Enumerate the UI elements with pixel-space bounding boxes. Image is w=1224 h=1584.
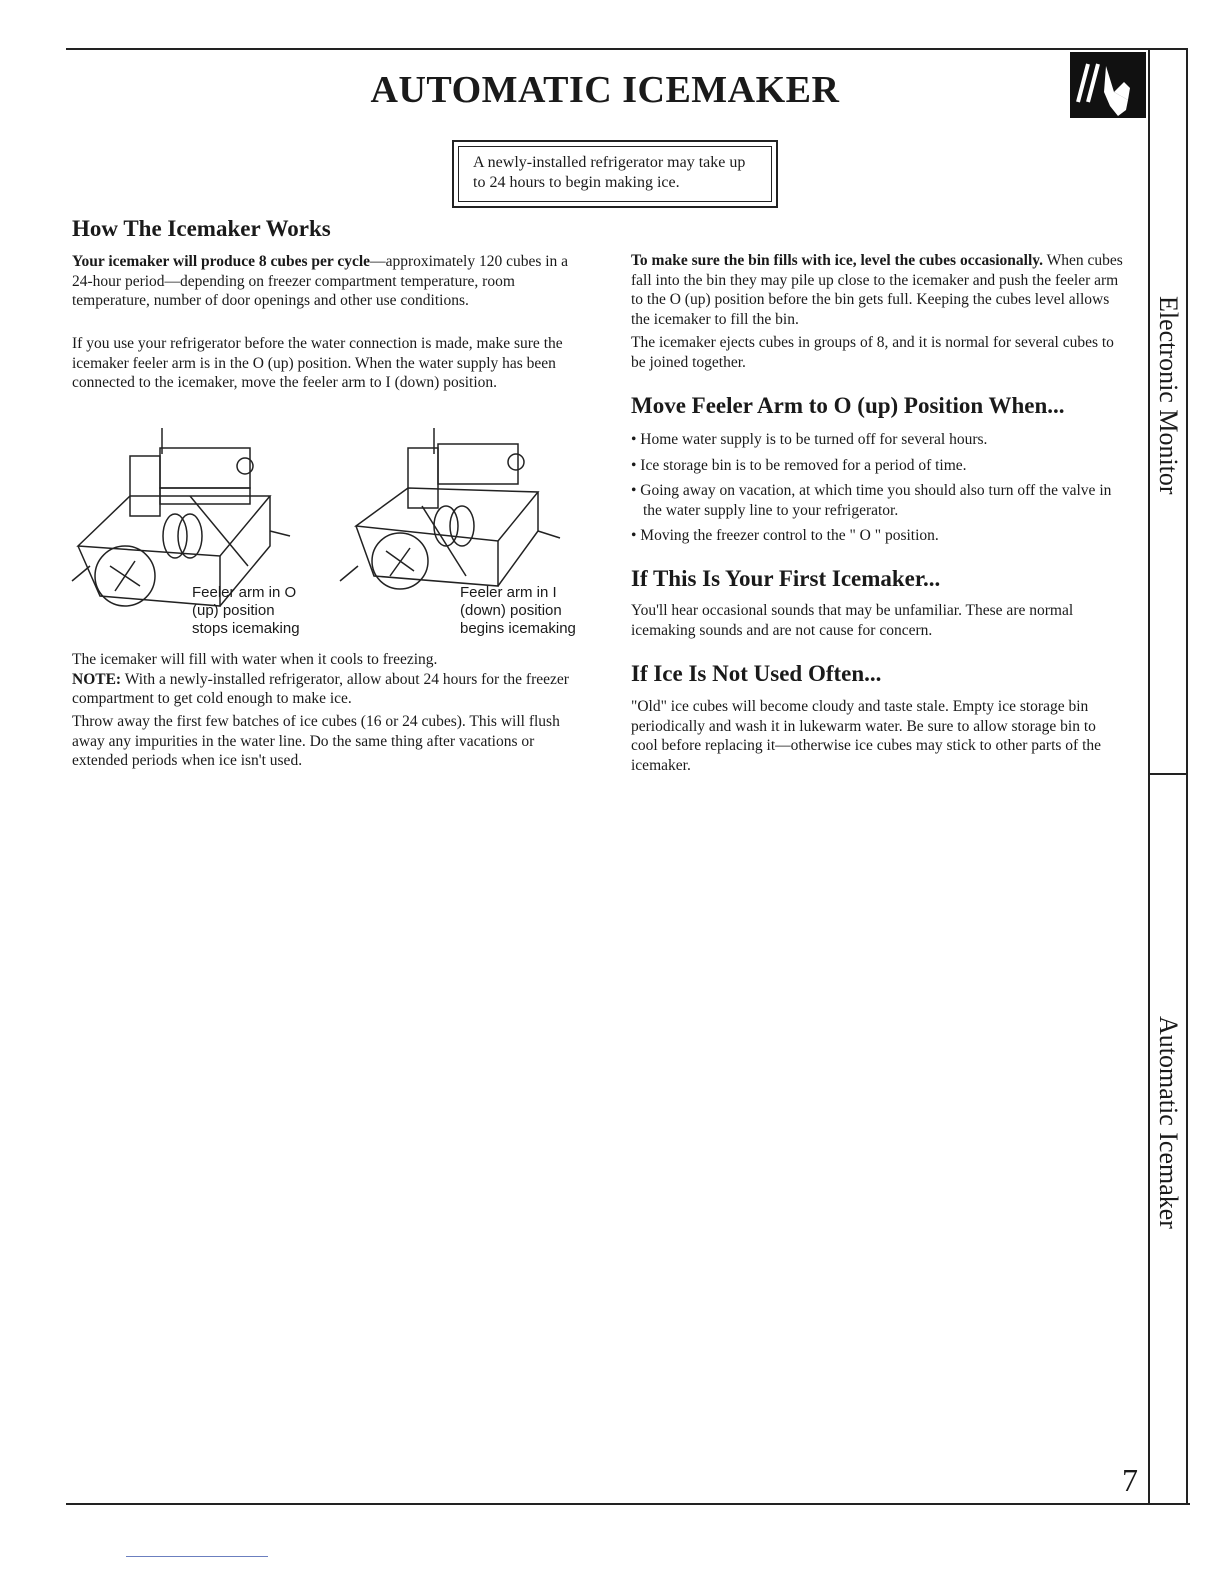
sidebar-border-left <box>1148 48 1150 1505</box>
paragraph-fill-water <box>72 650 572 709</box>
sidebar-tab-automatic-icemaker[interactable]: Automatic Icemaker <box>1154 1016 1183 1229</box>
sidebar-divider <box>1148 773 1188 775</box>
caption-up-line2: (up) position <box>192 602 275 619</box>
paragraph-cycle <box>72 252 572 311</box>
heading-move-feeler-arm: Move Feeler Arm to O (up) Position When... <box>631 393 1065 418</box>
list-item: • Home water supply is to be turned off for several hours. <box>631 431 988 448</box>
caption-down-line2: (down) position <box>460 602 562 619</box>
page-title: AUTOMATIC ICEMAKER <box>370 69 840 111</box>
paragraph-cycle-rest: —approximately 120 cubes in a 24-hour period—depending on freezer compartment temperature, room temperature, number of door openings and other use conditions. <box>72 253 569 309</box>
paragraph-first-icemaker: You'll hear occasional sounds that may be unfamiliar. These are normal icemaking sounds and are not cause for concern. <box>631 602 1074 639</box>
list-item: • Ice storage bin is to be removed for a period of time. <box>631 456 967 474</box>
paragraph-level-cubes <box>631 251 1127 329</box>
note-paragraph <box>72 670 572 709</box>
sidebar-tab-electronic-monitor[interactable]: Electronic Monitor <box>1154 296 1183 495</box>
caption-up-line1: Feeler arm in O <box>192 584 297 601</box>
page-number: 7 <box>1122 1462 1138 1498</box>
caption-up-line3: stops icemaking <box>192 620 300 637</box>
paragraph-fill-water-text: The icemaker will fill with water when it cools to freezing. <box>72 651 438 668</box>
paragraph-ejects-cubes: The icemaker ejects cubes in groups of 8, and it is normal for several cubes to be joined together. <box>631 334 1114 371</box>
scan-mark-line <box>126 1556 268 1557</box>
top-rule <box>66 48 1186 50</box>
paragraph-level-cubes-bold: To make sure the bin fills with ice, level the cubes occasionally. <box>631 252 1044 269</box>
feeler-bullet-list <box>631 430 1131 552</box>
paragraph-feeler-position: If you use your refrigerator before the water connection is made, make sure the icemaker feeler arm is in the O (up) position. When the water supply has been connected to the icemaker, move the feeler arm to I (down) position. <box>72 335 563 391</box>
heading-ice-not-used: If Ice Is Not Used Often... <box>631 661 882 686</box>
paragraph-throw-away: Throw away the first few batches of ice cubes (16 or 24 cubes). This will flush away any impurities in the water line. Do the same thing after vacations or extended periods when ice isn't used. <box>72 713 560 769</box>
heading-how-icemaker-works: How The Icemaker Works <box>72 216 331 241</box>
paragraph-ice-not-used: "Old" ice cubes will become cloudy and taste stale. Empty ice storage bin periodically and wash it in lukewarm water. Be sure to allow storage bin to cool before replacing it—otherwise ice cubes may stick to other parts of the icemaker. <box>631 698 1102 774</box>
notice-box <box>452 140 778 208</box>
list-item: • Going away on vacation, at which time you should also turn off the valve in the water supply line to your refrigerator. <box>631 482 1112 519</box>
icemaker-illustration-down <box>338 426 568 601</box>
caption-down-line3: begins icemaking <box>460 620 576 637</box>
note-text: With a newly-installed refrigerator, allow about 24 hours for the freezer compartment to get cold enough to make ice. <box>72 670 569 707</box>
figure-caption-down <box>460 584 576 638</box>
notice-text: A newly-installed refrigerator may take up to 24 hours to begin making ice. <box>458 146 772 202</box>
heading-first-icemaker: If This Is Your First Icemaker... <box>631 566 941 591</box>
paragraph-level-cubes-rest: When cubes fall into the bin they may pile up close to the icemaker and push the feeler arm to the O (up) position before the bin gets full. Keeping the cubes level allows the icemaker to fill the bin. <box>631 252 1123 328</box>
note-label: NOTE: <box>72 670 122 688</box>
list-item: • Moving the freezer control to the " O " position. <box>631 527 939 544</box>
paragraph-cycle-bold: Your icemaker will produce 8 cubes per cycle <box>72 253 371 270</box>
caption-down-line1: Feeler arm in I <box>460 584 557 601</box>
bottom-rule <box>66 1503 1190 1505</box>
figure-caption-up <box>192 584 300 638</box>
sidebar-border-right <box>1186 48 1188 1505</box>
